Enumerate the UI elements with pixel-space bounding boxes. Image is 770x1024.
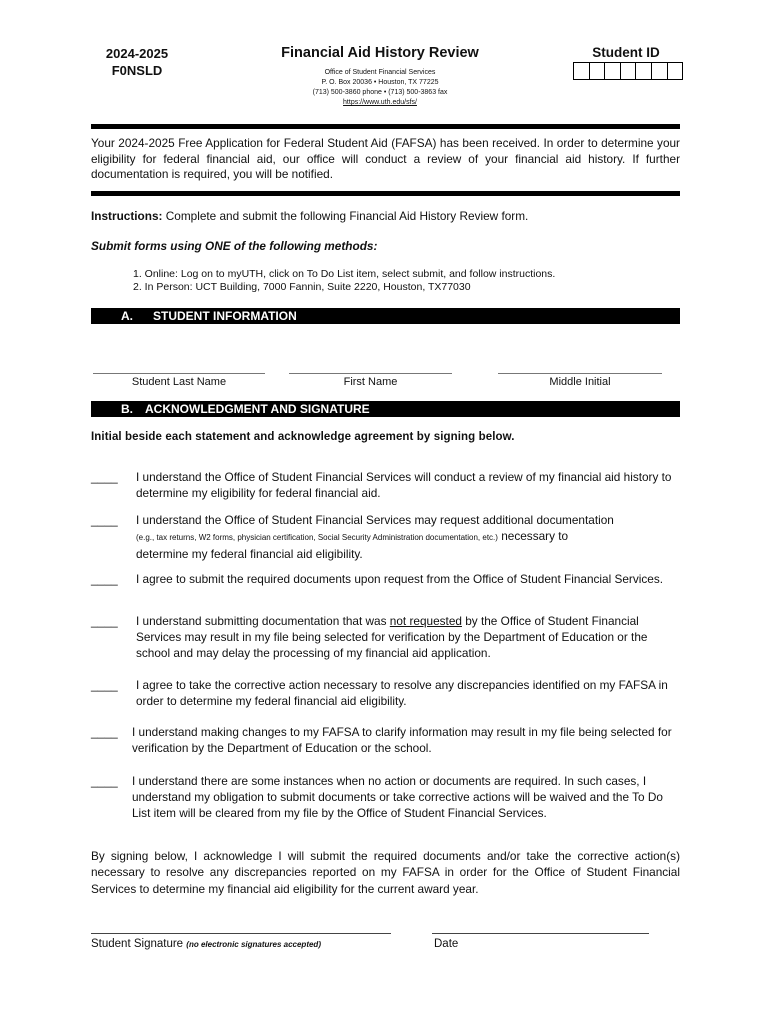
closing-paragraph: By signing below, I acknowledge I will submit the required documents and/or take the corrective action(s) necessary to resolve any discrepancies reported on my FAFSA in order for the Office of Student Financial Services to determine my financial aid eligibility for the current award year. <box>91 849 680 896</box>
signature-note: (no electronic signatures accepted) <box>186 940 321 949</box>
form-year: 2024-2025 <box>105 46 169 61</box>
statement-5: I agree to take the corrective action necessary to resolve any discrepancies identified on my FAFSA in order to determine my federal financial aid eligibility. <box>136 678 668 708</box>
statement-7: I understand there are some instances when no action or documents are required. In such cases, I understand my obligation to submit documents or take corrective actions will be waived and the To Do List item will be cleared from my file by the Office of Student Financial Services. <box>132 774 663 820</box>
signature-label <box>91 938 321 950</box>
middle-initial-field[interactable] <box>498 373 662 374</box>
statement-4-not-requested: not requested <box>389 614 462 628</box>
section-b-letter: B. <box>121 402 133 416</box>
middle-initial-label: Middle Initial <box>549 376 611 388</box>
initial-field-5[interactable]: ____ <box>91 678 118 692</box>
student-id-digit-box[interactable] <box>590 63 606 79</box>
section-a-header <box>91 308 680 324</box>
statement-3: I agree to submit the required documents upon request from the Office of Student Financial Services. <box>136 572 663 586</box>
section-b-header <box>91 401 680 417</box>
initial-field-7[interactable]: ____ <box>91 774 118 788</box>
date-field[interactable] <box>432 933 649 934</box>
statement-2-necessary: necessary to <box>501 529 569 543</box>
student-id-field[interactable] <box>573 62 683 80</box>
initial-field-2[interactable]: ____ <box>91 513 118 527</box>
divider-bottom <box>91 191 680 196</box>
divider-top <box>91 124 680 129</box>
first-name-field[interactable] <box>289 373 452 374</box>
section-a-letter: A. <box>121 309 133 323</box>
method-in-person: 2. In Person: UCT Building, 7000 Fannin, Suite 2220, Houston, TX77030 <box>133 281 471 293</box>
statement-2-line-1: I understand the Office of Student Financial Services may request additional documentation <box>136 513 614 527</box>
office-contact <box>230 68 530 108</box>
form-year-code <box>92 45 182 79</box>
initial-field-6[interactable]: ____ <box>91 725 118 739</box>
instructions <box>91 209 528 223</box>
student-id-digit-box[interactable] <box>636 63 652 79</box>
page-title: Financial Aid History Review <box>281 45 479 61</box>
office-phone: (713) 500-3860 phone • (713) 500-3863 fax <box>312 89 448 96</box>
statement-4 <box>136 613 684 661</box>
last-name-field[interactable] <box>93 373 265 374</box>
initial-instruction: Initial beside each statement and acknowledge agreement by signing below. <box>91 431 515 443</box>
statement-2 <box>136 512 684 562</box>
office-url-link[interactable]: https://www.uth.edu/sfs/ <box>343 99 417 106</box>
section-a-title: STUDENT INFORMATION <box>153 309 297 323</box>
section-b-title: ACKNOWLEDGMENT AND SIGNATURE <box>145 402 370 416</box>
first-name-label: First Name <box>343 376 398 388</box>
student-id-label: Student ID <box>592 45 660 60</box>
statement-2-line-3: determine my federal financial aid eligibility. <box>136 547 363 561</box>
methods-heading: Submit forms using ONE of the following methods: <box>91 239 378 253</box>
statement-4-part-1: I understand submitting documentation that was <box>136 614 387 628</box>
instructions-text: Complete and submit the following Financial Aid History Review form. <box>165 209 529 223</box>
statement-4-part-2: by the Office of Student Financial Services may result in my file being selected for verification by the Department of Education or the school and may delay the processing of my financial aid application. <box>136 614 648 660</box>
form-code: F0NSLD <box>111 63 163 78</box>
intro-paragraph: Your 2024-2025 Free Application for Federal Student Aid (FAFSA) has been received. In order to determine your eligibility for federal financial aid, our office will conduct a review of your financial aid history. If further documentation is required, you will be notified. <box>91 136 680 181</box>
student-id-digit-box[interactable] <box>605 63 621 79</box>
student-id-digit-box[interactable] <box>574 63 590 79</box>
initial-field-1[interactable]: ____ <box>91 470 118 484</box>
signature-label-text: Student Signature <box>91 938 184 950</box>
statement-1: I understand the Office of Student Financial Services will conduct a review of my financial aid history to determine my eligibility for federal financial aid. <box>136 470 672 500</box>
student-id-digit-box[interactable] <box>668 63 683 79</box>
office-address: P. O. Box 20036 • Houston, TX 77225 <box>321 79 439 86</box>
signature-field[interactable] <box>91 933 391 934</box>
instructions-label: Instructions: <box>91 209 163 223</box>
statement-2-examples: (e.g., tax returns, W2 forms, physician certification, Social Security Administration documentation, etc.) <box>136 533 498 542</box>
date-label: Date <box>434 938 459 950</box>
student-id-digit-box[interactable] <box>621 63 637 79</box>
statement-6: I understand making changes to my FAFSA to clarify information may result in my file being selected for verification by the Department of Education or the school. <box>132 725 672 755</box>
initial-field-3[interactable]: ____ <box>91 572 118 586</box>
office-name: Office of Student Financial Services <box>324 69 436 76</box>
initial-field-4[interactable]: ____ <box>91 614 118 628</box>
last-name-label: Student Last Name <box>131 376 227 388</box>
method-online: 1. Online: Log on to myUTH, click on To Do List item, select submit, and follow instructions. <box>133 268 556 280</box>
student-id-digit-box[interactable] <box>652 63 668 79</box>
